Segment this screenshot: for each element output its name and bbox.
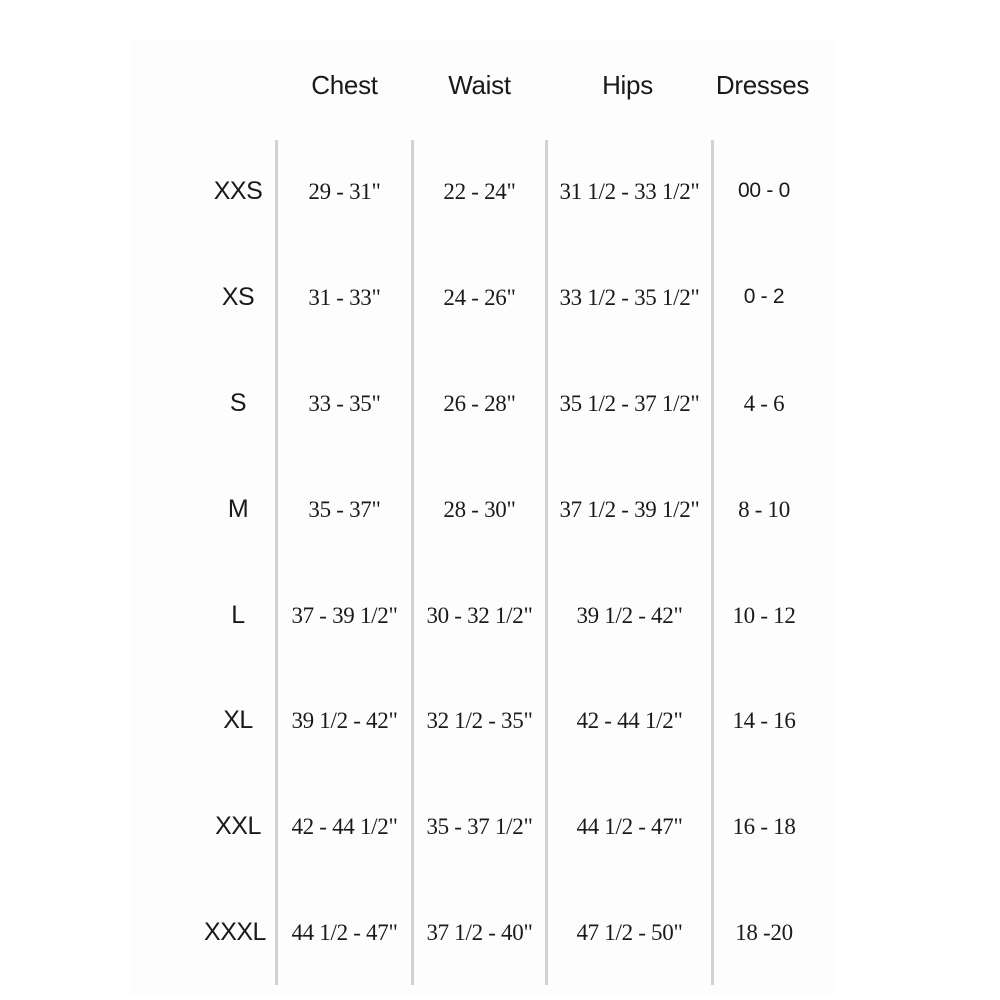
cell-dresses: 18 -20 [735,920,793,945]
cell-waist: 28 - 30" [443,497,516,522]
cell-waist: 22 - 24" [443,179,516,204]
column-header-hips: Hips [602,70,653,100]
column-divider [275,140,278,985]
cell-chest: 31 - 33" [308,285,381,310]
size-label-s: S [229,389,247,417]
cell-hips: 33 1/2 - 35 1/2" [559,285,700,310]
cell-dresses: 8 - 10 [738,497,790,522]
size-label-xxl: XXL [215,812,261,840]
cell-chest: 29 - 31" [308,179,381,204]
cell-hips: 31 1/2 - 33 1/2" [559,179,700,204]
cell-dresses: 16 - 18 [732,814,796,839]
column-header-chest: Chest [311,70,378,100]
cell-chest: 33 - 35" [308,391,381,416]
cell-chest: 42 - 44 1/2" [291,814,398,839]
cell-hips: 47 1/2 - 50" [576,920,683,945]
size-label-l: L [231,601,245,629]
cell-waist: 37 1/2 - 40" [426,920,533,945]
column-divider [411,140,414,985]
cell-chest: 44 1/2 - 47" [291,920,398,945]
cell-chest: 39 1/2 - 42" [291,708,398,733]
cell-dresses: 14 - 16 [732,708,796,733]
cell-dresses: 00 - 0 [738,179,790,202]
cell-hips: 42 - 44 1/2" [576,708,683,733]
column-header-waist: Waist [448,70,511,100]
cell-hips: 35 1/2 - 37 1/2" [559,391,700,416]
size-label-xl: XL [223,706,253,734]
size-label-m: M [227,495,249,523]
cell-waist: 32 1/2 - 35" [426,708,533,733]
cell-chest: 35 - 37" [308,497,381,522]
column-header-dresses: Dresses [715,70,810,100]
cell-waist: 24 - 26" [443,285,516,310]
column-divider [545,140,548,985]
column-divider [711,140,714,985]
size-label-xs: XS [221,283,255,311]
cell-dresses: 0 - 2 [743,285,785,308]
cell-waist: 26 - 28" [443,391,516,416]
cell-hips: 37 1/2 - 39 1/2" [559,497,700,522]
cell-dresses: 10 - 12 [732,603,796,628]
size-label-xxxl: XXXL [204,918,266,946]
cell-hips: 39 1/2 - 42" [576,603,683,628]
size-label-xxs: XXS [213,177,263,205]
cell-waist: 35 - 37 1/2" [426,814,533,839]
cell-hips: 44 1/2 - 47" [576,814,683,839]
cell-chest: 37 - 39 1/2" [291,603,398,628]
cell-waist: 30 - 32 1/2" [426,603,533,628]
cell-dresses: 4 - 6 [743,391,785,416]
